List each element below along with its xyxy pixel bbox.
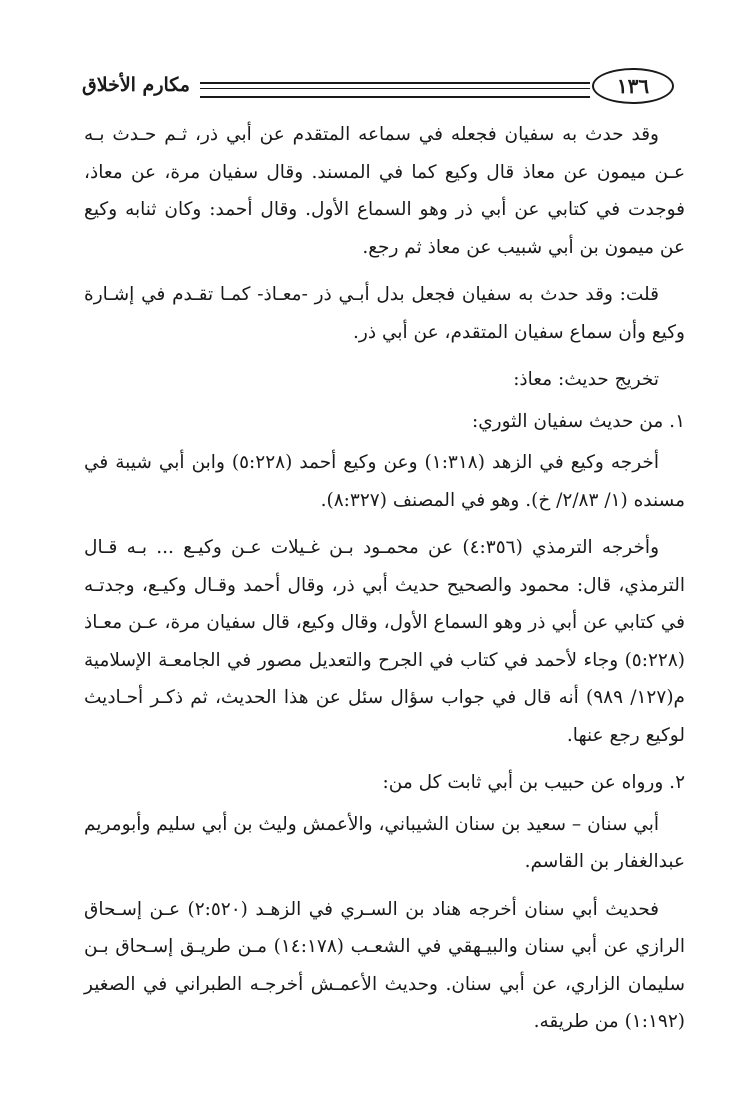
page-body: [84, 116, 685, 1051]
paragraph-3: أخرجه وكيع في الزهد (١:٣١٨) وعن وكيع أحمد (٥:٢٢٨) وابن أبي شيبة في مسنده (١/ ٢/٨٣/ خ). وهو في المصنف (٨:٣٢٧).: [84, 452, 685, 511]
paragraph-4: وأخرجه الترمذي (٤:٣٥٦) عن محمـود بـن غـيلات عـن وكيـع ... بـه قـال الترمذي، قال: محمود والصحيح حديث أبي ذر، وقال أحمد وقـال وكيـع، وجدتـه في كتابي عن أبي ذر وهو السماع الأول، وقال وكيع، قال سفيان مرة، عـن معـاذ (٥:٢٢٨) وجاء لأحمد في كتاب في الجرح والتعديل مصور في الجامعـة الإسلامية م(١٢٧/ ٩٨٩) أنه قال في جواب سؤال سئل عن هذا الحديث، ثم ذكـر أحـاديث لوكيع رجع عنها.: [84, 537, 685, 746]
page-number-badge: ١٣٦: [592, 68, 674, 104]
book-title: مكارم الأخلاق: [82, 74, 190, 96]
paragraph-5: أبي سنان – سعيد بن سنان الشيباني، والأعمش وليث بن أبي سليم وأبومريم عبدالغفار بن القاسم.: [84, 813, 685, 872]
list-item-2: ٢. ورواه عن حبيب بن أبي ثابت كل من:: [382, 772, 685, 793]
header-rule: [200, 82, 590, 98]
running-header: [70, 64, 690, 112]
list-item-1: ١. من حديث سفيان الثوري:: [471, 410, 685, 432]
paragraph-6: فحديث أبي سنان أخرجه هناد بن السـري في الزهـد (٢:٥٢٠) عـن إسـحاق الرازي عن أبي سنان والبيـهقي في الشعـب (١٤:١٧٨) مـن طريـق إسـحاق بـن سليمان الزاري، عن أبي سنان. وحديث الأعمـش أخرجـه الطبراني في الصغير (١:١٩٢) من طريقه.: [84, 898, 685, 1032]
section-heading: تخريج حديث: معاذ:: [513, 369, 659, 390]
paragraph-2: قلت: وقد حدث به سفيان فجعل بدل أبـي ذر -معـاذ- كمـا تقـدم في إشـارة وكيع وأن سماع سفيان المتقدم، عن أبي ذر.: [84, 284, 685, 343]
paragraph-1: وقد حدث به سفيان فجعله في سماعه المتقدم عن أبي ذر، ثـم حـدث بـه عـن ميمون عن معاذ قال وكيع كما في المسند. وقال سفيان مرة، عن معاذ، فوجدت في كتابي عن أبي ذر وهو السماع الأول. وقال أحمد: وكان ثنابه وكيع عن ميمون بن أبي شبيب عن معاذ ثم رجع.: [84, 124, 685, 258]
